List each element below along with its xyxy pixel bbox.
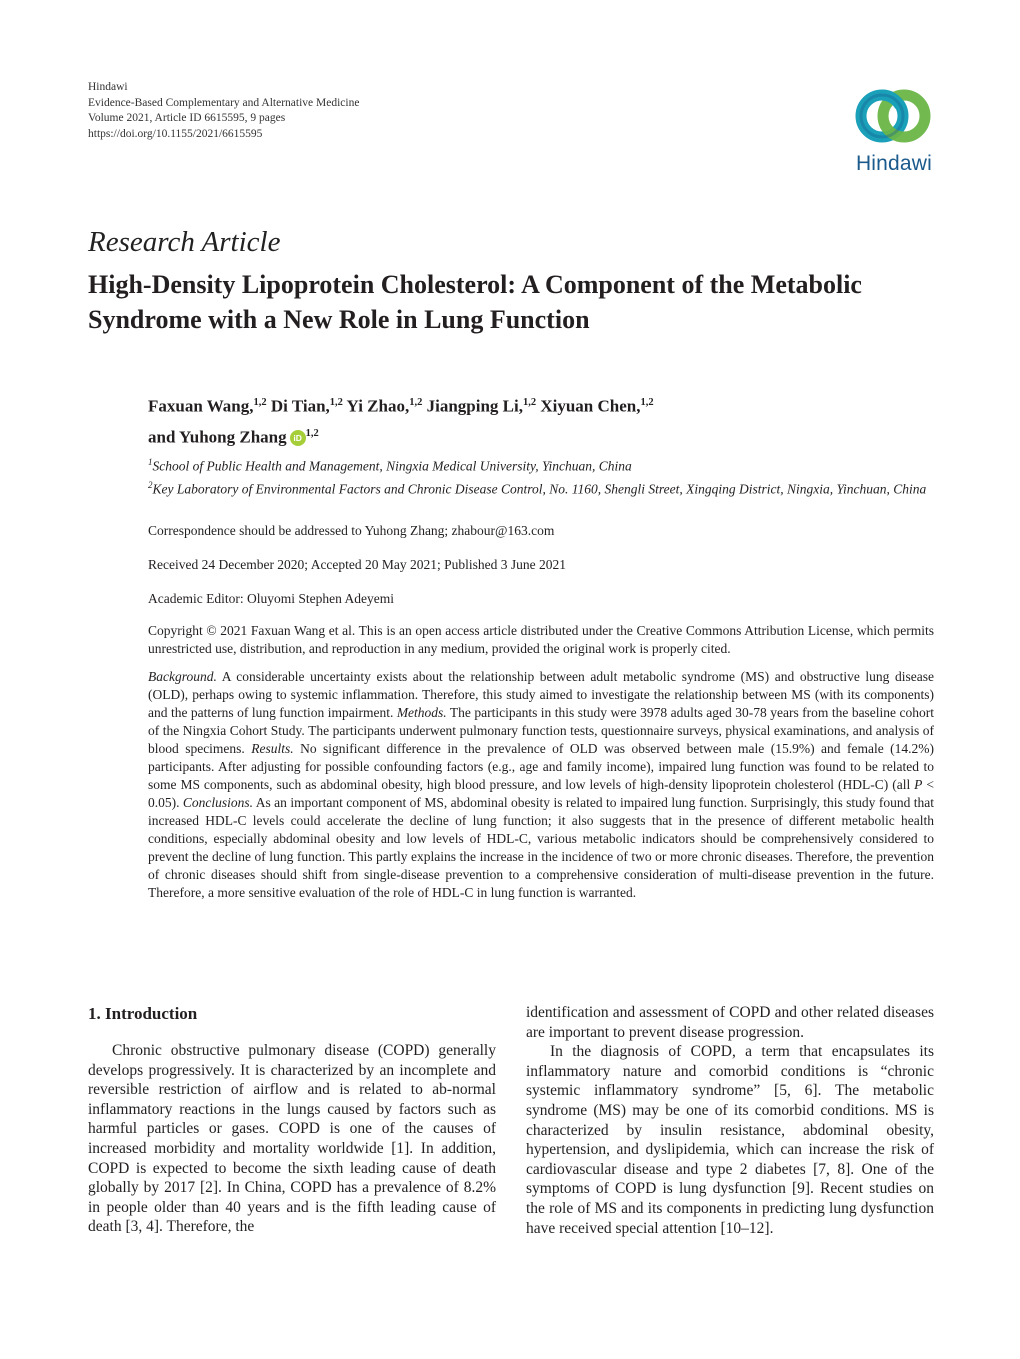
academic-editor: Academic Editor: Oluyomi Stephen Adeyemi — [148, 591, 394, 606]
author-affil-sup: 1,2 — [640, 397, 654, 408]
abstract-results: No significant difference in the prevalence of OLD was observed between male (15.9%) and female (14.2%) participants. After adjusting for possible confounding factors (e.g., age and family income), impaired lung function was found to be related to some MS components, such as abdominal obesity, high blood pressure, and low levels of high-density lipoprotein cholesterol (HDL-C) (all — [148, 741, 934, 792]
author-name: Jiangping Li, — [426, 396, 523, 416]
publication-dates: Received 24 December 2020; Accepted 20 May 2021; Published 3 June 2021 — [148, 557, 567, 572]
author-affil-sup: 1,2 — [409, 397, 423, 408]
body-paragraph: identification and assessment of COPD and other related diseases are important to prevent disease progression. — [526, 1004, 934, 1041]
volume-info: Volume 2021, Article ID 6615595, 9 pages — [88, 112, 286, 124]
affiliation-item — [148, 476, 938, 499]
abstract-results-tail: < 0.05). — [148, 777, 934, 810]
abstract-results-label: Results. — [251, 741, 294, 756]
affiliation-text: Key Laboratory of Environmental Factors and Chronic Disease Control, No. 1160, Shengli Street, Xingqing District, Ningxia, Yinchuan, China — [152, 481, 927, 496]
body-column-right — [526, 1003, 934, 1238]
hindawi-rings-icon — [846, 84, 942, 152]
body-column-left — [88, 1041, 496, 1237]
hindawi-logo — [846, 84, 942, 174]
abstract-background-label: Background. — [148, 669, 217, 684]
article-type: Research Article — [88, 226, 281, 258]
section-heading: 1. Introduction — [88, 1004, 198, 1023]
abstract-conclusions-label: Conclusions. — [182, 795, 254, 810]
affiliation-text: School of Public Health and Management, Ningxia Medical University, Yinchuan, China — [152, 458, 632, 474]
abstract-methods-label: Methods. — [396, 705, 447, 720]
logo-text: Hindawi — [855, 152, 933, 175]
author-affil-sup: 1,2 — [522, 397, 537, 408]
abstract-p-symbol: P — [914, 777, 923, 792]
author-name: and Yuhong Zhang — [148, 427, 287, 447]
abstract-background: A considerable uncertainty exists about the relationship between adult metabolic syndrome (MS) and obstructive lung disease (OLD), perhaps owing to systemic inflammation. Therefore, this study aimed to investigate the relationship between MS (with its components) and the patterns of lung function impairment. — [148, 669, 934, 720]
publisher-name: Hindawi — [88, 81, 128, 93]
body-paragraph: Chronic obstructive pulmonary disease (COPD) generally develops progressively. It is characterized by an incomplete and reversible restriction of airflow and is related to ab-normal inflammatory reactions in the lungs caused by factors such as harmful particles or gases. COPD is one of the causes of increased morbidity and mortality worldwide [1]. In addition, COPD is expected to become the sixth leading cause of death globally by 2017 [2]. In China, COPD has a prevalence of 8.2% in people older than 40 years and is the fifth leading cause of death [3, 4]. Therefore, the — [88, 1042, 496, 1236]
author-affil-sup: 1,2 — [253, 397, 267, 408]
body-paragraph: In the diagnosis of COPD, a term that encapsulates its inflammatory nature and comorbid conditions is “chronic systemic inflammatory syndrome” [5, 6]. The metabolic syndrome (MS) may be one of its comorbid conditions. MS is characterized by insulin resistance, abdominal obesity, hypertension, and dyslipidemia, which can increase the risk of cardiovascular disease and type 2 diabetes [7, 8]. One of the symptoms of COPD is lung dysfunction [9]. Recent studies on the role of MS and its components in predicting lung dysfunction have received special attention [10–12]. — [526, 1043, 934, 1237]
orcid-icon[interactable]: iD — [290, 430, 306, 446]
affiliation-number: 2 — [148, 479, 153, 490]
doi-link[interactable]: https://doi.org/10.1155/2021/6615595 — [88, 127, 263, 140]
author-list — [148, 389, 948, 450]
author-affil-sup: 1,2 — [329, 397, 343, 408]
author-affil-sup: 1,2 — [305, 427, 319, 439]
author-name: Xiyuan Chen, — [540, 396, 641, 416]
affiliation-item — [148, 453, 938, 476]
journal-header — [88, 80, 359, 142]
abstract — [148, 668, 934, 902]
author-name: Faxuan Wang, — [148, 396, 254, 416]
abstract-methods: The participants in this study were 3978 adults aged 30-78 years from the baseline cohort of the Ningxia Cohort Study. The participants underwent pulmonary function tests, questionnaire surveys, physical examinations, and analysis of blood specimens. — [148, 705, 934, 756]
copyright-notice: Copyright © 2021 Faxuan Wang et al. This is an open access article distributed under the Creative Commons Attribution License, which permits unrestricted use, distribution, and reproduction in any medium, provided the original work is properly cited. — [148, 623, 934, 656]
paper-title: High-Density Lipoprotein Cholesterol: A Component of the Metabolic Syndrome with a New Role in Lung Function — [88, 270, 862, 334]
abstract-conclusions: As an important component of MS, abdominal obesity is related to impaired lung function. Surprisingly, this study found that increased HDL-C levels could accelerate the decline of lung function; it also suggests that in the presence of different metabolic health conditions, especially abdominal obesity and low levels of HDL-C, various metabolic indicators should be comprehensively considered to prevent the decline of lung function. This partly explains the increase in the incidence of two or more chronic diseases. Therefore, the prevention of chronic diseases should shift from single-disease prevention to a comprehensive consideration of multi-disease prevention in the future. Therefore, a more sensitive evaluation of the role of HDL-C in lung function is warranted. — [148, 795, 934, 900]
author-name: Di Tian, — [270, 396, 330, 416]
affiliation-number: 1 — [148, 457, 153, 467]
journal-name: Evidence-Based Complementary and Alternative Medicine — [88, 96, 360, 109]
affiliations — [148, 453, 938, 498]
author-name: Yi Zhao, — [346, 396, 410, 416]
correspondence: Correspondence should be addressed to Yuhong Zhang; zhabour@163.com — [148, 523, 555, 538]
